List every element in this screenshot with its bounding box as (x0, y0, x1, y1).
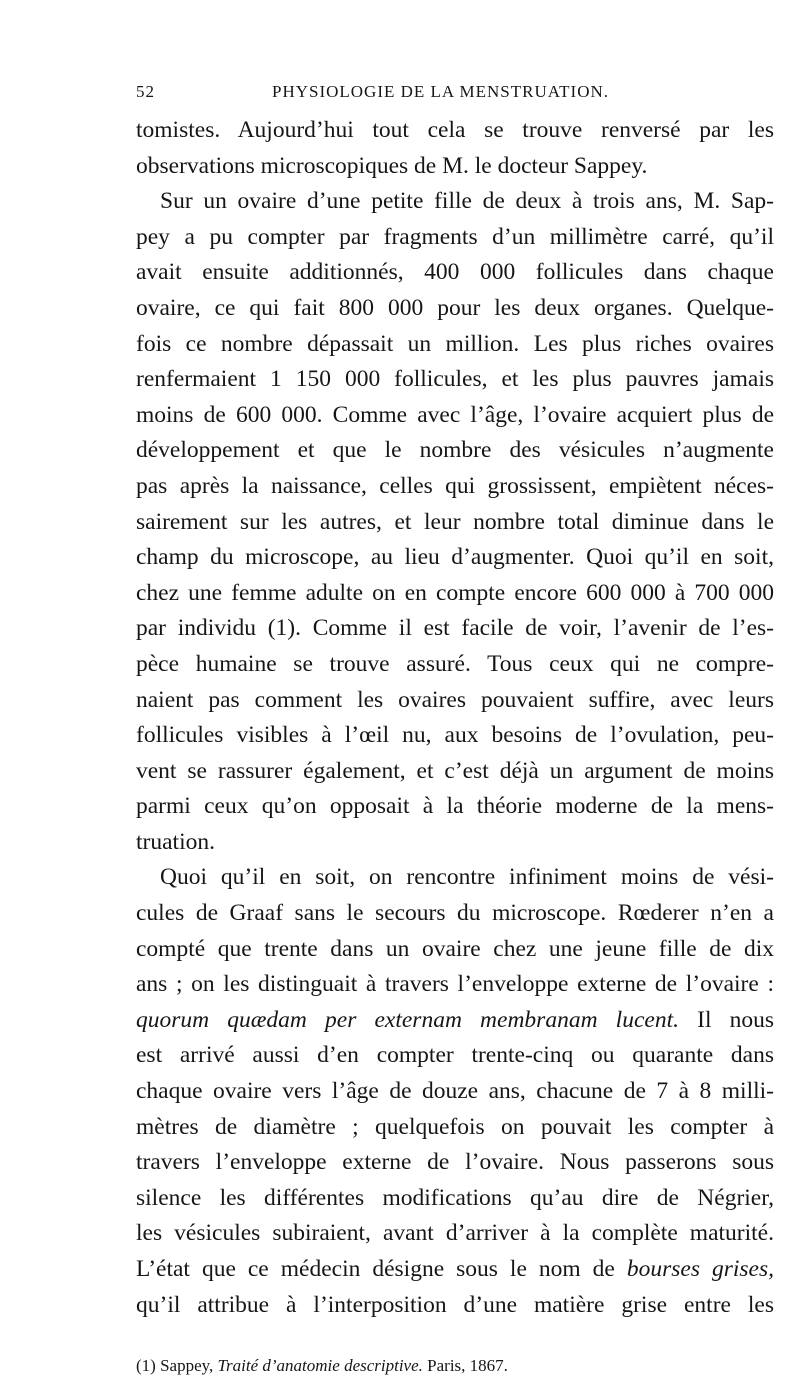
text-line: silence les différentes modifications qu’au dire de Négrier, (136, 1184, 774, 1211)
text-line: qu’il attribue à l’interposition d’une matière grise entre les (136, 1291, 774, 1318)
footnote-marker: (1) Sappey, (136, 1356, 218, 1375)
text-line: sairement sur les autres, et leur nombre total diminue dans le (136, 508, 774, 535)
footnote (136, 1354, 776, 1378)
running-title: PHYSIOLOGIE DE LA MENSTRUATION. (272, 82, 609, 101)
paragraph-start-line: Quoi qu’il en soit, on rencontre infiniment moins de vési- (160, 864, 774, 891)
running-head (136, 80, 776, 104)
text-line: follicules visibles à l’œil nu, aux besoins de l’ovulation, peu- (136, 722, 774, 749)
text-line: ans ; on les distinguait à travers l’enveloppe externe de l’ovaire : (136, 971, 774, 998)
text-line: cules de Graaf sans le secours du microscope. Rœderer n’en a (136, 900, 774, 927)
quote-continuation: Il nous (678, 1006, 775, 1033)
text-line: est arrivé aussi d’en compter trente-cinq ou quarante dans (136, 1042, 774, 1069)
text-line: compté que trente dans un ovaire chez une jeune fille de dix (136, 935, 774, 962)
bourses-grises-line (136, 1252, 774, 1288)
text-line: renfermaient 1 150 000 follicules, et les plus pauvres jamais (136, 366, 774, 393)
body-text (136, 113, 774, 1323)
text-line: fois ce nombre dépassait un million. Les plus riches ovaires (136, 330, 774, 357)
latin-quote: quorum quædam per externam membranam lucent. (136, 1006, 679, 1033)
bourses-lead: L’état que ce médecin désigne sous le nom de (136, 1256, 627, 1282)
text-line: les vésicules subiraient, avant d’arriver à la complète maturité. (136, 1220, 774, 1247)
text-line: travers l’enveloppe externe de l’ovaire. Nous passerons sous (136, 1149, 774, 1176)
text-line: pèce humaine se trouve assuré. Tous ceux qui ne compre- (136, 650, 774, 677)
text-line: vent se rassurer également, et c’est déjà un argument de moins (136, 757, 774, 784)
text-line: ovaire, ce qui fait 800 000 pour les deux organes. Quelque- (136, 294, 774, 321)
text-line: truation. (136, 828, 215, 855)
paragraph-start-line: Sur un ovaire d’une petite fille de deux à trois ans, M. Sap- (160, 188, 774, 215)
text-line: observations microscopiques de M. le docteur Sappey. (136, 152, 648, 179)
text-line: naient pas comment les ovaires pouvaient suffire, avec leurs (136, 686, 774, 713)
text-line: chez une femme adulte on en compte encore 600 000 à 700 000 (136, 579, 774, 606)
text-line: pas après la naissance, celles qui grossissent, empiètent néces- (136, 472, 774, 499)
bourses-grises-term: bourses grises, (626, 1256, 774, 1282)
text-line: développement et que le nombre des vésicules n’augmente (136, 437, 774, 464)
text-line: champ du microscope, au lieu d’augmenter. Quoi qu’il en soit, (136, 544, 774, 571)
text-line: chaque ovaire vers l’âge de douze ans, chacune de 7 à 8 milli- (136, 1078, 774, 1105)
page-number: 52 (136, 82, 155, 101)
footnote-title: Traité d’anatomie descriptive. (217, 1356, 423, 1375)
text-line: tomistes. Aujourd’hui tout cela se trouve renversé par les (136, 117, 774, 143)
text-line: par individu (1). Comme il est facile de voir, l’avenir de l’es- (136, 615, 774, 642)
text-line: parmi ceux qu’on opposait à la théorie moderne de la mens- (136, 793, 774, 820)
footnote-rest: Paris, 1867. (422, 1356, 508, 1375)
text-line: avait ensuite additionnés, 400 000 follicules dans chaque (136, 259, 774, 286)
latin-quote-line (136, 1003, 774, 1039)
text-line: moins de 600 000. Comme avec l’âge, l’ovaire acquiert plus de (136, 401, 774, 428)
text-line: pey a pu compter par fragments d’un millimètre carré, qu’il (136, 223, 774, 250)
text-line: mètres de diamètre ; quelquefois on pouvait les compter à (136, 1113, 774, 1140)
